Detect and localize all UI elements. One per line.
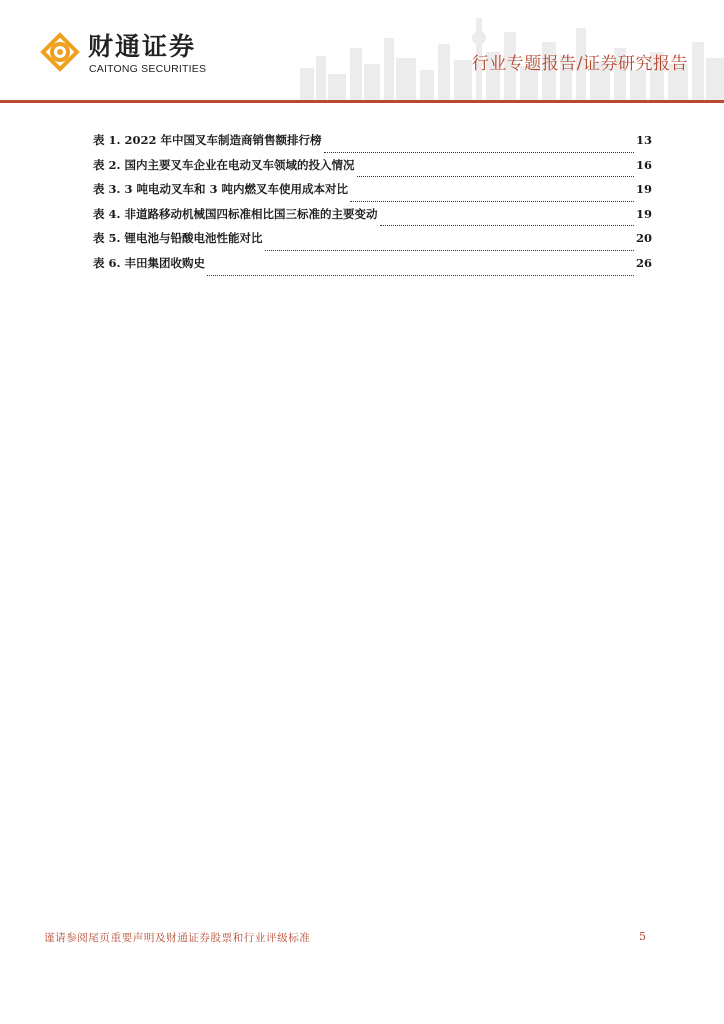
toc-entry-label: 表 4. 非道路移动机械国四标准相比国三标准的主要变动 <box>93 206 378 221</box>
toc-leader-dots <box>350 200 634 202</box>
toc-leader-dots <box>357 175 634 177</box>
toc-leader-dots <box>207 274 634 276</box>
toc-entry-label: 表 1. 2022 年中国叉车制造商销售额排行榜 <box>93 133 322 147</box>
toc-leader-dots <box>380 224 634 226</box>
toc-entry-page: 13 <box>635 133 652 147</box>
toc-entry[interactable] <box>93 206 652 231</box>
logo-name-english: CAITONG SECURITIES <box>89 63 207 75</box>
toc-entry-label: 表 2. 国内主要叉车企业在电动叉车领域的投入情况 <box>93 157 355 172</box>
toc-leader-dots <box>265 249 634 251</box>
page-header <box>0 0 724 104</box>
page-number: 5 <box>639 930 646 943</box>
toc-leader-dots <box>324 151 634 153</box>
disclaimer-note: 谨请参阅尾页重要声明及财通证券股票和行业评级标准 <box>44 932 311 944</box>
toc-entry[interactable] <box>93 132 652 157</box>
toc-entry-page: 16 <box>635 157 652 172</box>
logo-name-chinese: 财通证券 <box>88 32 197 61</box>
toc-entry-page: 26 <box>635 255 652 270</box>
report-type-title: 行业专题报告/证券研究报告 <box>471 54 688 74</box>
toc-entry[interactable] <box>93 230 652 255</box>
toc-entry-label: 表 3. 3 吨电动叉车和 3 吨内燃叉车使用成本对比 <box>93 182 349 197</box>
header-divider <box>0 100 724 103</box>
caitong-logo-icon <box>40 32 80 72</box>
toc-entry[interactable] <box>93 157 652 182</box>
toc-entry-page: 19 <box>635 206 652 221</box>
toc-entry[interactable] <box>93 255 652 280</box>
toc-entry-page: 19 <box>635 182 652 197</box>
toc-entry-label: 表 5. 锂电池与铅酸电池性能对比 <box>93 231 263 246</box>
toc-entry-page: 20 <box>635 231 652 246</box>
toc-entry-label: 表 6. 丰田集团收购史 <box>93 255 206 270</box>
table-of-contents <box>93 132 652 280</box>
toc-entry[interactable] <box>93 181 652 206</box>
